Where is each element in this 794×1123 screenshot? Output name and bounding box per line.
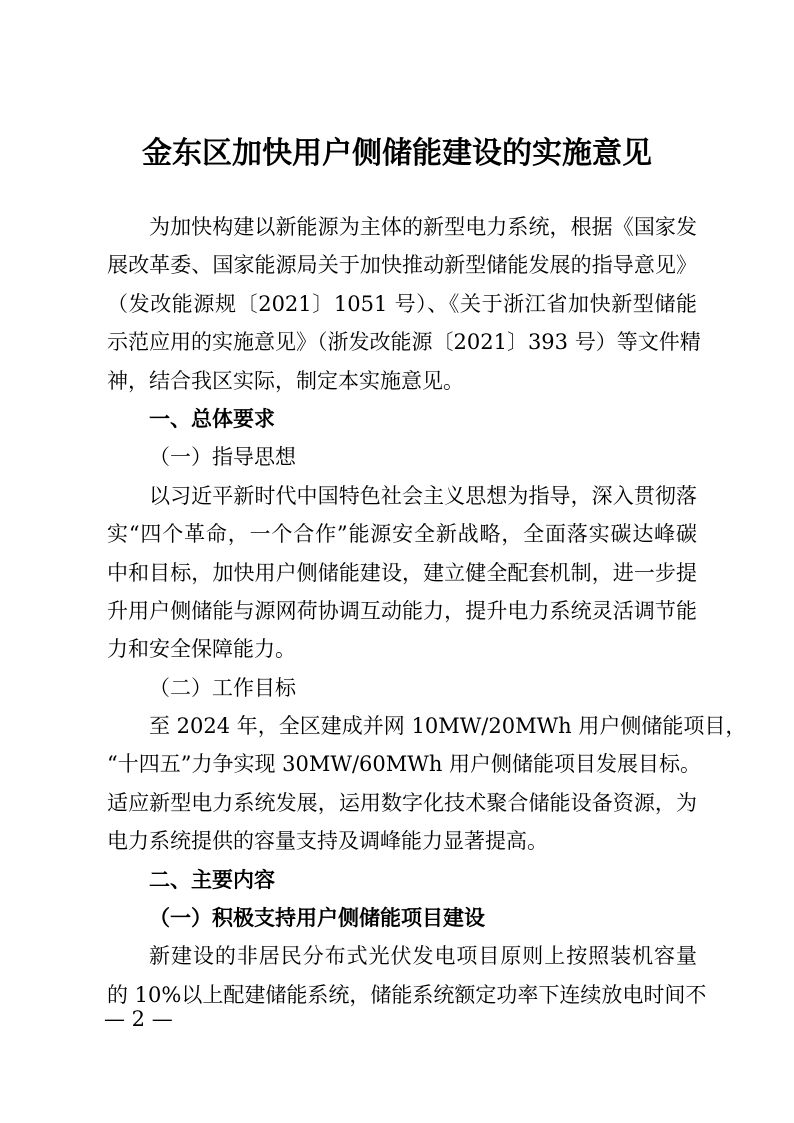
intro-line: （发改能源规〔2021〕1051 号）、《关于浙江省加快新型储能: [107, 291, 697, 316]
subsection-heading-work-goals: （二）工作目标: [149, 675, 296, 700]
intro-line: 神，结合我区实际，制定本实施意见。: [107, 368, 464, 393]
paragraph-line: “十四五”力争实现 30MW/60MWh 用户侧储能项目发展目标。: [107, 752, 702, 777]
paragraph-line: 升用户侧储能与源网荷协调互动能力，提升电力系统灵活调节能: [107, 598, 697, 623]
paragraph-line: 电力系统提供的容量支持及调峰能力显著提高。: [107, 829, 548, 854]
section-heading-general-requirements: 一、总体要求: [149, 406, 275, 431]
intro-line: 展改革委、国家能源局关于加快推动新型储能发展的指导意见》: [107, 253, 697, 278]
paragraph-line: 新建设的非居民分布式光伏发电项目原则上按照装机容量: [149, 944, 697, 969]
section-heading-main-content: 二、主要内容: [149, 867, 275, 892]
page-number: — 2 —: [104, 1007, 173, 1031]
document-body: [107, 208, 747, 1014]
work-goals-paragraph: [107, 707, 747, 861]
intro-line: 示范应用的实施意见》（浙发改能源〔2021〕393 号）等文件精: [107, 330, 701, 355]
intro-line: 为加快构建以新能源为主体的新型电力系统，根据《国家发: [149, 215, 697, 239]
paragraph-line: 至 2024 年，全区建成并网 10MW/20MWh 用户侧储能项目，: [149, 714, 747, 739]
guiding-ideology-paragraph: [107, 477, 697, 669]
paragraph-line: 以习近平新时代中国特色社会主义思想为指导，深入贯彻落: [149, 483, 697, 508]
subsection-heading-support-storage-projects: （一）积极支持用户侧储能项目建设: [149, 905, 485, 931]
paragraph-line: 实“四个革命，一个合作”能源安全新战略，全面落实碳达峰碳: [107, 522, 697, 547]
paragraph-line: 适应新型电力系统发展，运用数字化技术聚合储能设备资源，为: [107, 790, 697, 815]
intro-paragraph: [107, 208, 701, 400]
support-storage-paragraph: [107, 937, 707, 1014]
paragraph-line: 的 10%以上配建储能系统，储能系统额定功率下连续放电时间不: [107, 982, 707, 1007]
paragraph-line: 力和安全保障能力。: [107, 637, 296, 662]
subsection-heading-guiding-ideology: （一）指导思想: [149, 445, 296, 470]
document-title: 金东区加快用户侧储能建设的实施意见: [142, 136, 652, 171]
paragraph-line: 中和目标，加快用户侧储能建设，建立健全配套机制，进一步提: [107, 560, 697, 585]
